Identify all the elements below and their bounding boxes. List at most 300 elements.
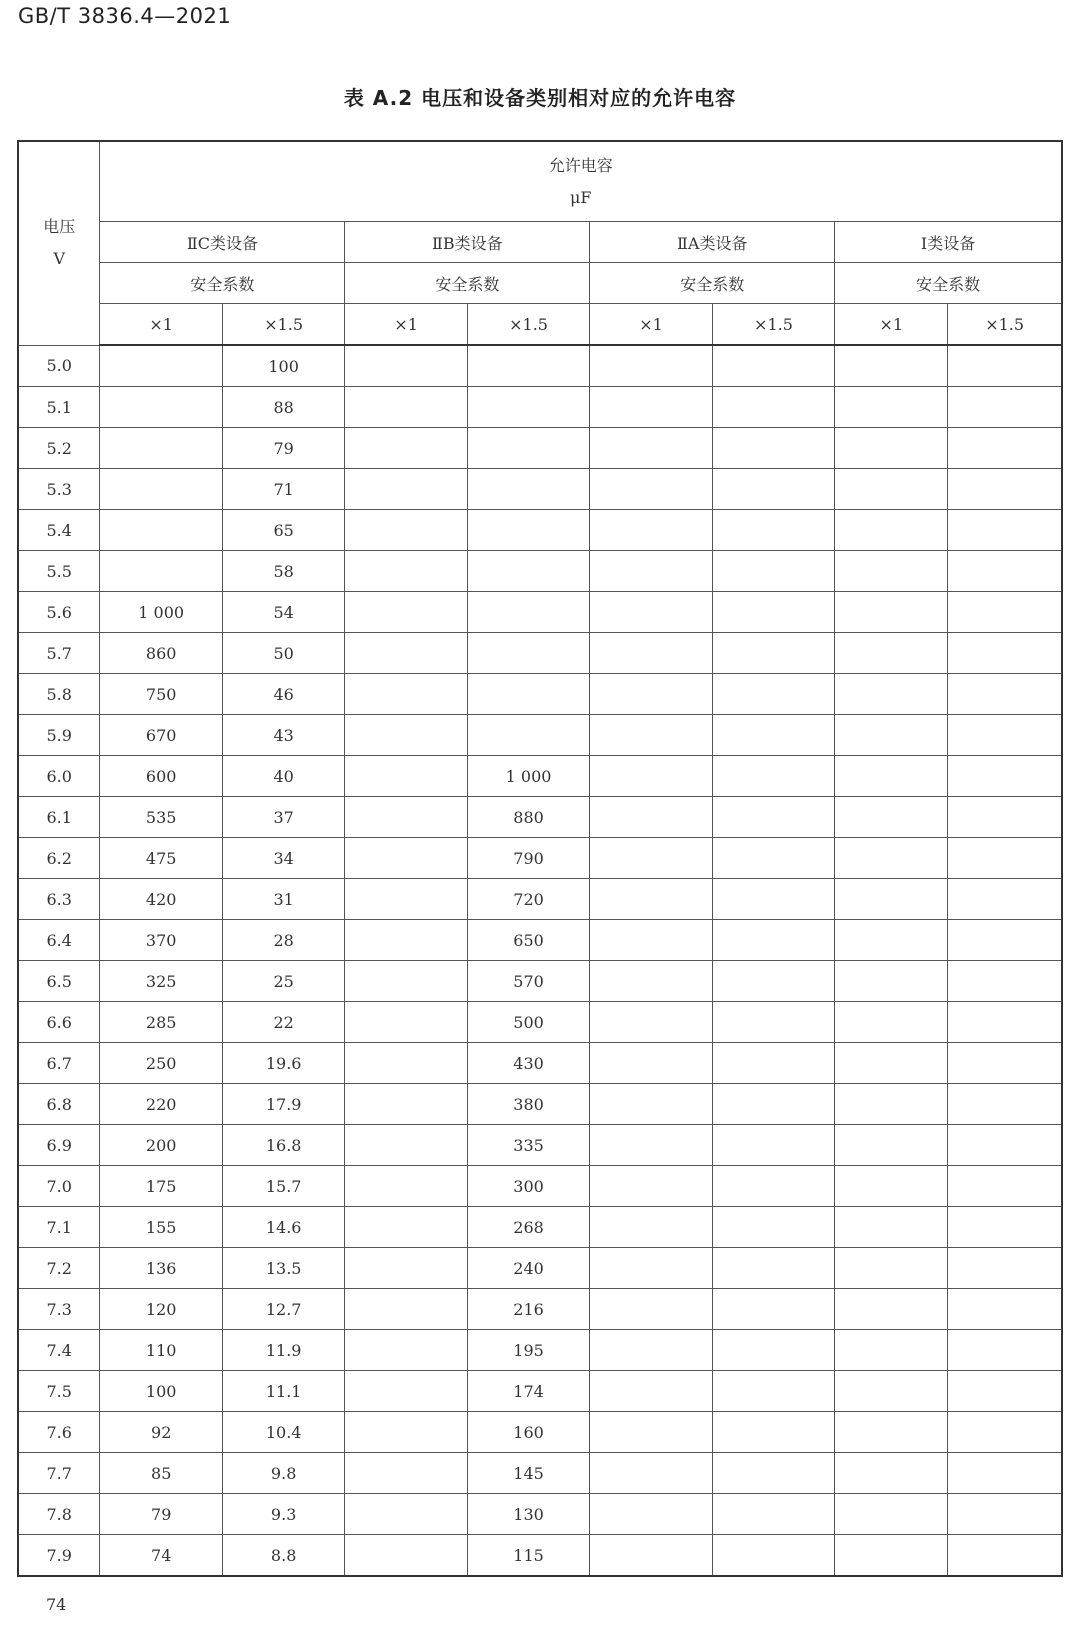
voltage-cell: 7.8: [18, 1494, 100, 1535]
capacitance-cell: 570: [467, 961, 589, 1002]
capacitance-cell: 285: [100, 1002, 222, 1043]
capacitance-cell: [712, 1125, 834, 1166]
capacitance-cell: [467, 633, 589, 674]
capacitance-cell: [590, 469, 712, 510]
capacitance-cell: [345, 1289, 467, 1330]
capacitance-cell: [835, 879, 948, 920]
capacitance-cell: [948, 345, 1062, 387]
capacitance-cell: [948, 1166, 1062, 1207]
voltage-cell: 7.1: [18, 1207, 100, 1248]
capacitance-cell: [590, 1371, 712, 1412]
capacitance-cell: 200: [100, 1125, 222, 1166]
capacitance-cell: [345, 674, 467, 715]
capacitance-cell: [948, 920, 1062, 961]
capacitance-cell: 79: [100, 1494, 222, 1535]
capacitance-cell: 12.7: [222, 1289, 344, 1330]
table-row: [18, 1084, 1062, 1125]
capacitance-cell: [467, 510, 589, 551]
capacitance-cell: [100, 387, 222, 428]
capacitance-cell: 670: [100, 715, 222, 756]
capacitance-cell: [712, 633, 834, 674]
capacitance-cell: [712, 1453, 834, 1494]
voltage-cell: 6.4: [18, 920, 100, 961]
capacitance-header-cell: [100, 141, 1062, 222]
table-body: [18, 345, 1062, 1576]
group-header-i: Ⅰ类设备: [835, 222, 1062, 263]
capacitance-cell: 130: [467, 1494, 589, 1535]
capacitance-cell: [835, 1043, 948, 1084]
capacitance-cell: [835, 1494, 948, 1535]
capacitance-cell: 325: [100, 961, 222, 1002]
capacitance-cell: 92: [100, 1412, 222, 1453]
table-row: [18, 879, 1062, 920]
table-row: [18, 920, 1062, 961]
capacitance-cell: [835, 1207, 948, 1248]
capacitance-cell: [948, 1125, 1062, 1166]
capacitance-cell: [467, 469, 589, 510]
capacitance-cell: [948, 1248, 1062, 1289]
capacitance-cell: [467, 674, 589, 715]
factor-header: ×1.5: [467, 304, 589, 346]
table-row: [18, 1535, 1062, 1577]
capacitance-cell: 58: [222, 551, 344, 592]
group-header-iia: ⅡA类设备: [590, 222, 835, 263]
voltage-cell: 5.2: [18, 428, 100, 469]
capacitance-cell: [590, 920, 712, 961]
capacitance-cell: [590, 1084, 712, 1125]
capacitance-cell: [590, 1207, 712, 1248]
capacitance-cell: [835, 510, 948, 551]
capacitance-cell: [835, 551, 948, 592]
voltage-unit: V: [53, 249, 66, 269]
capacitance-cell: [835, 1371, 948, 1412]
capacitance-cell: [590, 1248, 712, 1289]
capacitance-cell: [345, 715, 467, 756]
capacitance-cell: 136: [100, 1248, 222, 1289]
voltage-cell: 5.0: [18, 345, 100, 387]
capacitance-cell: [590, 797, 712, 838]
capacitance-cell: [835, 387, 948, 428]
capacitance-cell: [712, 1248, 834, 1289]
capacitance-cell: [948, 1207, 1062, 1248]
capacitance-cell: [345, 1248, 467, 1289]
voltage-cell: 7.0: [18, 1166, 100, 1207]
capacitance-cell: [590, 1330, 712, 1371]
capacitance-cell: [835, 1289, 948, 1330]
capacitance-cell: 10.4: [222, 1412, 344, 1453]
capacitance-cell: [345, 1043, 467, 1084]
capacitance-cell: 216: [467, 1289, 589, 1330]
capacitance-cell: [345, 1535, 467, 1577]
capacitance-cell: [590, 592, 712, 633]
factor-header: ×1.5: [222, 304, 344, 346]
table-row: [18, 1248, 1062, 1289]
factor-header: ×1.5: [712, 304, 834, 346]
factor-header: ×1: [590, 304, 712, 346]
voltage-cell: 6.5: [18, 961, 100, 1002]
voltage-cell: 6.2: [18, 838, 100, 879]
capacitance-cell: [835, 674, 948, 715]
table-row: [18, 1494, 1062, 1535]
capacitance-cell: [467, 345, 589, 387]
voltage-cell: 6.9: [18, 1125, 100, 1166]
table-row: [18, 961, 1062, 1002]
capacitance-cell: [712, 387, 834, 428]
capacitance-cell: 31: [222, 879, 344, 920]
capacitance-cell: [100, 345, 222, 387]
capacitance-cell: [948, 715, 1062, 756]
capacitance-cell: 8.8: [222, 1535, 344, 1577]
voltage-cell: 6.7: [18, 1043, 100, 1084]
capacitance-cell: 25: [222, 961, 344, 1002]
capacitance-cell: [835, 1453, 948, 1494]
voltage-cell: 6.0: [18, 756, 100, 797]
table-row: [18, 674, 1062, 715]
capacitance-cell: [345, 633, 467, 674]
capacitance-cell: [712, 1002, 834, 1043]
table-row: [18, 387, 1062, 428]
capacitance-cell: [345, 1207, 467, 1248]
capacitance-cell: [712, 1412, 834, 1453]
capacitance-cell: [590, 1002, 712, 1043]
voltage-cell: 6.3: [18, 879, 100, 920]
capacitance-cell: [948, 1043, 1062, 1084]
capacitance-cell: 28: [222, 920, 344, 961]
capacitance-cell: 720: [467, 879, 589, 920]
capacitance-cell: [835, 345, 948, 387]
capacitance-cell: [948, 1289, 1062, 1330]
capacitance-cell: 145: [467, 1453, 589, 1494]
capacitance-cell: [345, 797, 467, 838]
capacitance-cell: [948, 1453, 1062, 1494]
capacitance-cell: 500: [467, 1002, 589, 1043]
capacitance-cell: [948, 961, 1062, 1002]
capacitance-cell: [835, 428, 948, 469]
capacitance-cell: 74: [100, 1535, 222, 1577]
capacitance-cell: [835, 633, 948, 674]
capacitance-cell: [345, 1084, 467, 1125]
capacitance-cell: [345, 920, 467, 961]
capacitance-cell: [100, 551, 222, 592]
capacitance-cell: [712, 345, 834, 387]
group-header-iic: ⅡC类设备: [100, 222, 345, 263]
capacitance-cell: [590, 633, 712, 674]
capacitance-cell: [835, 1084, 948, 1125]
voltage-cell: 5.1: [18, 387, 100, 428]
voltage-cell: 5.7: [18, 633, 100, 674]
capacitance-cell: [948, 1330, 1062, 1371]
table-row: [18, 345, 1062, 387]
voltage-cell: 5.5: [18, 551, 100, 592]
capacitance-cell: [835, 920, 948, 961]
capacitance-cell: 115: [467, 1535, 589, 1577]
voltage-cell: 5.6: [18, 592, 100, 633]
capacitance-cell: 174: [467, 1371, 589, 1412]
capacitance-cell: [712, 715, 834, 756]
capacitance-cell: [100, 469, 222, 510]
safety-factor-header: 安全系数: [835, 263, 1062, 304]
capacitance-cell: [948, 469, 1062, 510]
capacitance-cell: [590, 838, 712, 879]
capacitance-cell: 240: [467, 1248, 589, 1289]
capacitance-cell: [345, 1453, 467, 1494]
capacitance-cell: [835, 1248, 948, 1289]
capacitance-cell: [345, 879, 467, 920]
capacitance-cell: 300: [467, 1166, 589, 1207]
capacitance-cell: 155: [100, 1207, 222, 1248]
capacitance-cell: 220: [100, 1084, 222, 1125]
factor-header: ×1: [835, 304, 948, 346]
voltage-cell: 7.4: [18, 1330, 100, 1371]
capacitance-cell: 1 000: [467, 756, 589, 797]
voltage-cell: 7.7: [18, 1453, 100, 1494]
capacitance-cell: [948, 1002, 1062, 1043]
capacitance-cell: [835, 715, 948, 756]
capacitance-cell: 54: [222, 592, 344, 633]
capacitance-cell: 22: [222, 1002, 344, 1043]
voltage-cell: 6.6: [18, 1002, 100, 1043]
capacitance-cell: [712, 551, 834, 592]
capacitance-cell: [345, 1412, 467, 1453]
capacitance-cell: [345, 1371, 467, 1412]
capacitance-cell: 370: [100, 920, 222, 961]
capacitance-cell: [835, 1125, 948, 1166]
capacitance-cell: [345, 1125, 467, 1166]
capacitance-cell: [835, 1166, 948, 1207]
table-row: [18, 756, 1062, 797]
voltage-cell: 6.8: [18, 1084, 100, 1125]
factor-header: ×1.5: [948, 304, 1062, 346]
capacitance-cell: [467, 551, 589, 592]
table-row: [18, 551, 1062, 592]
capacitance-cell: [712, 1043, 834, 1084]
table-row: [18, 428, 1062, 469]
capacitance-cell: [712, 428, 834, 469]
capacitance-cell: [948, 1535, 1062, 1577]
capacitance-cell: [835, 469, 948, 510]
capacitance-cell: 43: [222, 715, 344, 756]
factor-header: ×1: [345, 304, 467, 346]
capacitance-cell: [345, 387, 467, 428]
table-row: [18, 1125, 1062, 1166]
capacitance-cell: 860: [100, 633, 222, 674]
capacitance-cell: [345, 428, 467, 469]
table-row: [18, 1330, 1062, 1371]
capacitance-cell: [712, 1207, 834, 1248]
capacitance-cell: 50: [222, 633, 344, 674]
capacitance-cell: [712, 1494, 834, 1535]
voltage-cell: 6.1: [18, 797, 100, 838]
capacitance-cell: 46: [222, 674, 344, 715]
capacitance-cell: [712, 756, 834, 797]
capacitance-cell: 1 000: [100, 592, 222, 633]
table-row: [18, 592, 1062, 633]
capacitance-cell: 71: [222, 469, 344, 510]
table-row: [18, 797, 1062, 838]
voltage-cell: 5.9: [18, 715, 100, 756]
safety-factor-header: 安全系数: [100, 263, 345, 304]
capacitance-cell: [590, 879, 712, 920]
capacitance-cell: [467, 592, 589, 633]
voltage-cell: 5.4: [18, 510, 100, 551]
capacitance-cell: 19.6: [222, 1043, 344, 1084]
group-header-iib: ⅡB类设备: [345, 222, 590, 263]
table-row: [18, 510, 1062, 551]
voltage-cell: 5.3: [18, 469, 100, 510]
capacitance-cell: 535: [100, 797, 222, 838]
table-row: [18, 1207, 1062, 1248]
table-row: [18, 1412, 1062, 1453]
capacitance-cell: 11.1: [222, 1371, 344, 1412]
capacitance-cell: 120: [100, 1289, 222, 1330]
voltage-header: 电压: [43, 217, 76, 237]
table-row: [18, 1002, 1062, 1043]
capacitance-cell: 16.8: [222, 1125, 344, 1166]
capacitance-cell: 195: [467, 1330, 589, 1371]
capacitance-cell: [590, 345, 712, 387]
capacitance-cell: [835, 1535, 948, 1577]
capacitance-cell: [712, 510, 834, 551]
capacitance-cell: [345, 551, 467, 592]
capacitance-cell: 34: [222, 838, 344, 879]
capacitance-cell: [948, 1494, 1062, 1535]
capacitance-cell: [712, 797, 834, 838]
capacitance-cell: [948, 797, 1062, 838]
capacitance-cell: [345, 756, 467, 797]
safety-factor-header: 安全系数: [590, 263, 835, 304]
capacitance-cell: [712, 1084, 834, 1125]
capacitance-cell: [590, 674, 712, 715]
capacitance-cell: [345, 1002, 467, 1043]
capacitance-cell: 650: [467, 920, 589, 961]
capacitance-header: 允许电容: [548, 155, 613, 175]
capacitance-cell: [590, 1043, 712, 1084]
voltage-cell: 5.8: [18, 674, 100, 715]
capacitance-cell: [712, 469, 834, 510]
capacitance-cell: 380: [467, 1084, 589, 1125]
capacitance-cell: [590, 961, 712, 1002]
capacitance-cell: [948, 674, 1062, 715]
capacitance-cell: [345, 510, 467, 551]
voltage-cell: 7.6: [18, 1412, 100, 1453]
capacitance-cell: 85: [100, 1453, 222, 1494]
capacitance-cell: [590, 1289, 712, 1330]
capacitance-cell: [345, 1166, 467, 1207]
capacitance-cell: [948, 428, 1062, 469]
capacitance-cell: [712, 1289, 834, 1330]
capacitance-cell: 13.5: [222, 1248, 344, 1289]
capacitance-cell: [835, 1002, 948, 1043]
table-title: 表 A.2 电压和设备类别相对应的允许电容: [343, 86, 737, 110]
capacitance-cell: [590, 428, 712, 469]
voltage-cell: 7.2: [18, 1248, 100, 1289]
capacitance-cell: 37: [222, 797, 344, 838]
capacitance-cell: [590, 551, 712, 592]
capacitance-cell: [835, 1330, 948, 1371]
voltage-cell: 7.3: [18, 1289, 100, 1330]
capacitance-cell: 790: [467, 838, 589, 879]
capacitance-cell: [948, 1084, 1062, 1125]
capacitance-cell: 14.6: [222, 1207, 344, 1248]
table-row: [18, 1043, 1062, 1084]
capacitance-cell: [835, 838, 948, 879]
table-row: [18, 1453, 1062, 1494]
table-row: [18, 469, 1062, 510]
capacitance-cell: [712, 920, 834, 961]
capacitance-cell: [712, 674, 834, 715]
capacitance-unit: μF: [569, 187, 592, 207]
capacitance-cell: [590, 1494, 712, 1535]
capacitance-cell: 79: [222, 428, 344, 469]
capacitance-cell: [712, 879, 834, 920]
capacitance-cell: [835, 1412, 948, 1453]
capacitance-cell: [590, 510, 712, 551]
capacitance-cell: [590, 1535, 712, 1577]
capacitance-cell: 9.8: [222, 1453, 344, 1494]
capacitance-cell: 600: [100, 756, 222, 797]
capacitance-cell: [590, 1453, 712, 1494]
capacitance-cell: [590, 387, 712, 428]
capacitance-cell: [467, 428, 589, 469]
capacitance-cell: [345, 345, 467, 387]
capacitance-cell: 750: [100, 674, 222, 715]
capacitance-cell: [590, 756, 712, 797]
capacitance-cell: [590, 715, 712, 756]
capacitance-cell: [948, 1371, 1062, 1412]
capacitance-cell: [712, 961, 834, 1002]
capacitance-cell: [712, 1371, 834, 1412]
capacitance-cell: [345, 1330, 467, 1371]
capacitance-cell: [948, 879, 1062, 920]
factor-header: ×1: [100, 304, 222, 346]
voltage-header-cell: [18, 141, 100, 345]
capacitance-table: [17, 140, 1063, 1577]
capacitance-cell: [345, 469, 467, 510]
capacitance-cell: [712, 1166, 834, 1207]
capacitance-cell: 15.7: [222, 1166, 344, 1207]
capacitance-cell: 100: [222, 345, 344, 387]
capacitance-cell: 880: [467, 797, 589, 838]
capacitance-cell: [467, 387, 589, 428]
capacitance-cell: [712, 1535, 834, 1577]
capacitance-cell: [835, 592, 948, 633]
capacitance-cell: [590, 1412, 712, 1453]
capacitance-cell: 475: [100, 838, 222, 879]
capacitance-cell: 65: [222, 510, 344, 551]
page-number: 74: [46, 1595, 67, 1614]
table-row: [18, 715, 1062, 756]
capacitance-cell: 430: [467, 1043, 589, 1084]
capacitance-cell: 88: [222, 387, 344, 428]
capacitance-cell: [948, 510, 1062, 551]
table-row: [18, 1289, 1062, 1330]
capacitance-cell: 268: [467, 1207, 589, 1248]
capacitance-cell: 11.9: [222, 1330, 344, 1371]
capacitance-cell: 40: [222, 756, 344, 797]
capacitance-cell: [948, 838, 1062, 879]
capacitance-cell: [345, 592, 467, 633]
capacitance-cell: [100, 510, 222, 551]
capacitance-cell: [345, 838, 467, 879]
voltage-cell: 7.9: [18, 1535, 100, 1577]
capacitance-cell: 250: [100, 1043, 222, 1084]
voltage-cell: 7.5: [18, 1371, 100, 1412]
capacitance-cell: [835, 961, 948, 1002]
capacitance-cell: [948, 756, 1062, 797]
capacitance-cell: 420: [100, 879, 222, 920]
capacitance-cell: [835, 756, 948, 797]
capacitance-cell: [948, 592, 1062, 633]
